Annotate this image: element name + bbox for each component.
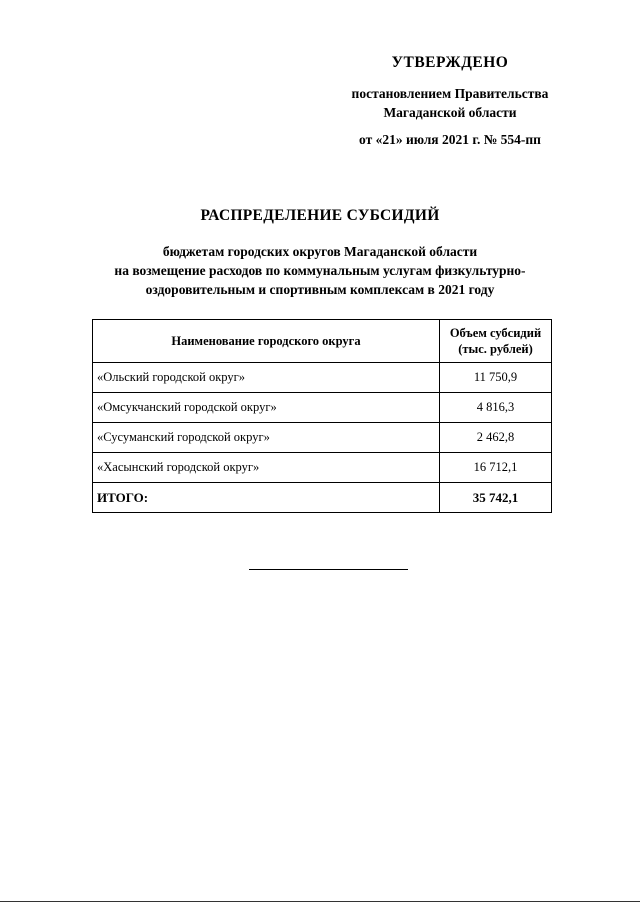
district-name-cell: «Омсукчанский городской округ» <box>93 393 440 423</box>
header-district-name: Наименование городского округа <box>93 320 440 363</box>
approval-heading: УТВЕРЖДЕНО <box>391 54 509 71</box>
page-bottom-edge <box>0 901 640 902</box>
approval-line-2: Магаданской области <box>383 105 517 120</box>
header-subsidy-amount <box>440 320 552 363</box>
document-title: РАСПРЕДЕЛЕНИЕ СУБСИДИЙ <box>200 207 440 224</box>
subsidy-amount-cell: 16 712,1 <box>440 453 552 483</box>
table-row <box>93 423 552 453</box>
table-header-row <box>93 320 552 363</box>
table-row <box>93 363 552 393</box>
subtitle-line-1: бюджетам городских округов Магаданской области <box>162 244 478 259</box>
subsidy-amount-cell: 2 462,8 <box>440 423 552 453</box>
district-name-cell: «Ольский городской округ» <box>93 363 440 393</box>
header-amount-line-1: Объем субсидий <box>449 326 542 340</box>
subsidy-amount-cell: 11 750,9 <box>440 363 552 393</box>
total-row <box>93 483 552 513</box>
document-subtitle <box>60 242 580 299</box>
district-name-cell: «Хасынский городской округ» <box>93 453 440 483</box>
district-name-cell: «Сусуманский городской округ» <box>93 423 440 453</box>
approval-line-3: от «21» июля 2021 г. № 554-пп <box>359 132 541 147</box>
subsidy-amount-cell: 4 816,3 <box>440 393 552 423</box>
table-row <box>93 393 552 423</box>
subtitle-line-2: на возмещение расходов по коммунальным услугам физкультурно- <box>114 263 526 278</box>
table-row <box>93 453 552 483</box>
total-amount: 35 742,1 <box>440 483 552 513</box>
closing-rule-line <box>249 569 408 570</box>
total-label: ИТОГО: <box>93 483 440 513</box>
subsidy-table <box>92 319 552 513</box>
approval-line-1: постановлением Правительства <box>351 86 549 101</box>
header-amount-line-2: (тыс. рублей) <box>458 342 533 356</box>
subtitle-line-3: оздоровительным и спортивным комплексам в 2021 году <box>145 282 495 297</box>
approval-block <box>330 54 570 149</box>
